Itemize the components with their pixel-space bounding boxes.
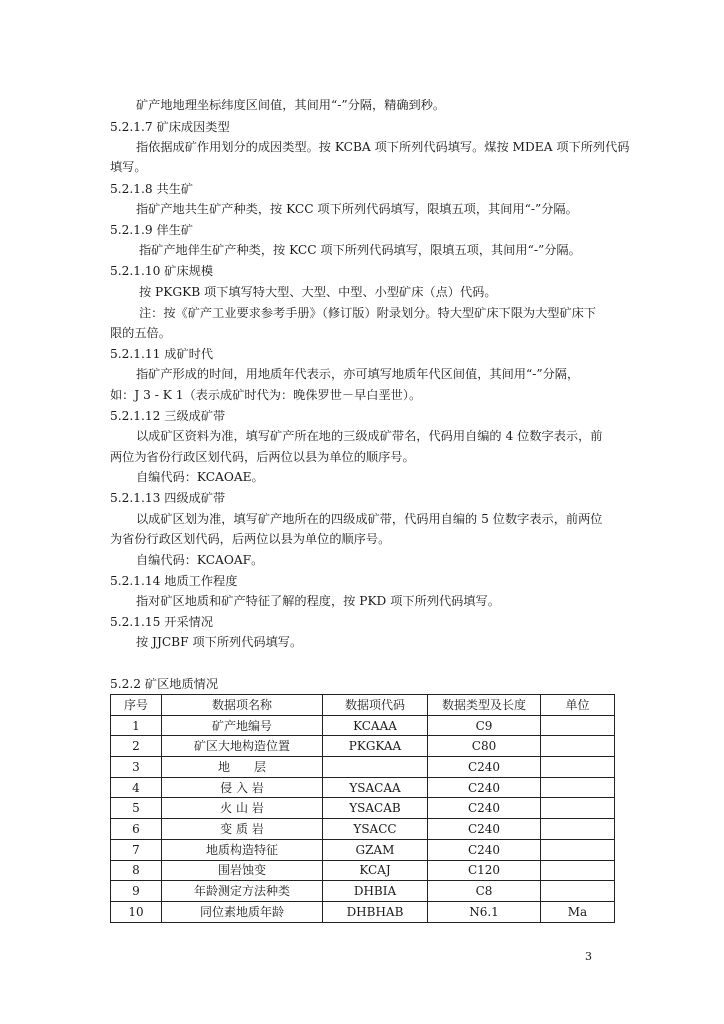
table-row [111, 715, 615, 736]
table-row [111, 736, 615, 757]
table-header-row [111, 695, 615, 716]
table-row [111, 860, 615, 881]
table-cell: 5 [111, 798, 162, 819]
paragraph-line: 如：J 3 - K 1（表示成矿时代为：晚侏罗世－早白垩世）。 [110, 388, 422, 402]
table-cell: PKGKAA [323, 736, 428, 757]
table-cell: N6.1 [428, 901, 541, 922]
code-line: 自编代码：KCAOAF。 [136, 553, 264, 567]
header-cell: 数据类型及长度 [428, 695, 541, 716]
table-cell [541, 860, 615, 881]
table-cell: C240 [428, 798, 541, 819]
table-cell: 7 [111, 839, 162, 860]
paragraph-line: 指对矿区地质和矿产特征了解的程度，按 PKD 项下所列代码填写。 [136, 594, 500, 608]
section-heading: 5.2.1.8 共生矿 [110, 182, 194, 196]
paragraph-line: 指矿产形成的时间，用地质年代表示，亦可填写地质年代区间值，其间用“-”分隔， [136, 367, 580, 381]
table-cell: 侵 入 岩 [162, 777, 323, 798]
table-row [111, 819, 615, 840]
table-cell: 同位素地质年龄 [162, 901, 323, 922]
table-cell: 3 [111, 757, 162, 778]
table-cell: 火 山 岩 [162, 798, 323, 819]
paragraph-line: 两位为省份行政区划代码，后两位以县为单位的顺序号。 [110, 450, 415, 464]
table-cell: YSACAB [323, 798, 428, 819]
table-row [111, 798, 615, 819]
table-row [111, 757, 615, 778]
header-cell: 单位 [541, 695, 615, 716]
table-cell: 变 质 岩 [162, 819, 323, 840]
table-cell: C240 [428, 777, 541, 798]
table-cell: 地质构造特征 [162, 839, 323, 860]
table-cell: KCAJ [323, 860, 428, 881]
table-cell: 矿区大地构造位置 [162, 736, 323, 757]
table-cell [541, 839, 615, 860]
table-row [111, 777, 615, 798]
geology-data-table [110, 694, 615, 923]
table-cell: C9 [428, 715, 541, 736]
table-cell [323, 757, 428, 778]
paragraph-line: 指依据成矿作用划分的成因类型。按 KCBA 项下所列代码填写。煤按 MDEA 项下所列代码 [136, 140, 630, 154]
table-cell [541, 757, 615, 778]
table-row [111, 881, 615, 902]
table-cell: 8 [111, 860, 162, 881]
table-cell: YSACC [323, 819, 428, 840]
paragraph-line: 指矿产地伴生矿产种类，按 KCC 项下所列代码填写，限填五项，其间用“-”分隔。 [139, 243, 581, 257]
table-cell: 4 [111, 777, 162, 798]
table-cell: 矿产地编号 [162, 715, 323, 736]
table-cell: 9 [111, 881, 162, 902]
section-heading: 5.2.1.7 矿床成因类型 [110, 120, 230, 134]
paragraph-line: 指矿产地共生矿产种类，按 KCC 项下所列代码填写，限填五项，其间用“-”分隔。 [136, 202, 578, 216]
table-cell [541, 715, 615, 736]
table-cell: DHBIA [323, 881, 428, 902]
table-caption: 5.2.2 矿区地质情况 [110, 677, 219, 691]
header-cell: 数据项代码 [323, 695, 428, 716]
header-cell: 数据项名称 [162, 695, 323, 716]
table-row [111, 839, 615, 860]
table-cell [541, 736, 615, 757]
section-heading: 5.2.1.13 四级成矿带 [110, 491, 226, 505]
table-cell: C80 [428, 736, 541, 757]
section-heading: 5.2.1.11 成矿时代 [110, 347, 214, 361]
table-row [111, 901, 615, 922]
paragraph-line: 矿产地地理坐标纬度区间值，其间用“-”分隔，精确到秒。 [136, 98, 446, 112]
page-number: 3 [585, 950, 592, 963]
paragraph-line: 以成矿区划为准，填写矿产地所在的四级成矿带，代码用自编的 5 位数字表示，前两位 [136, 512, 603, 526]
table-cell [541, 777, 615, 798]
table-cell [541, 798, 615, 819]
code-line: 自编代码：KCAOAE。 [136, 470, 264, 484]
paragraph-line: 按 JJCBF 项下所列代码填写。 [136, 635, 303, 649]
table-cell: DHBHAB [323, 901, 428, 922]
table-cell: C8 [428, 881, 541, 902]
table-cell: C240 [428, 839, 541, 860]
table-cell: C240 [428, 757, 541, 778]
table-cell: Ma [541, 901, 615, 922]
table-cell [541, 819, 615, 840]
table-cell: 地 层 [162, 757, 323, 778]
section-heading: 5.2.1.9 伴生矿 [110, 223, 194, 237]
table-cell: 10 [111, 901, 162, 922]
table-cell: C120 [428, 860, 541, 881]
section-heading: 5.2.1.12 三级成矿带 [110, 409, 226, 423]
note-line: 注：按《矿产工业要求参考手册》（修订版）附录划分。特大型矿床下限为大型矿床下 [139, 306, 597, 320]
table-cell: KCAAA [323, 715, 428, 736]
paragraph-line: 按 PKGKB 项下填写特大型、大型、中型、小型矿床（点）代码。 [139, 285, 497, 299]
table-cell: 2 [111, 736, 162, 757]
note-line: 限的五倍。 [110, 326, 171, 340]
table-cell: C240 [428, 819, 541, 840]
table-cell: 围岩蚀变 [162, 860, 323, 881]
header-cell: 序号 [111, 695, 162, 716]
table-cell: 1 [111, 715, 162, 736]
paragraph-line: 填写。 [110, 160, 147, 174]
paragraph-line: 为省份行政区划代码，后两位以县为单位的顺序号。 [110, 532, 391, 546]
section-heading: 5.2.1.14 地质工作程度 [110, 574, 238, 588]
table-cell: YSACAA [323, 777, 428, 798]
table-cell [541, 881, 615, 902]
section-heading: 5.2.1.15 开采情况 [110, 615, 214, 629]
table-cell: GZAM [323, 839, 428, 860]
section-heading: 5.2.1.10 矿床规模 [110, 264, 214, 278]
paragraph-line: 以成矿区资料为准，填写矿产所在地的三级成矿带名，代码用自编的 4 位数字表示，前 [136, 429, 603, 443]
table-cell: 年龄测定方法种类 [162, 881, 323, 902]
table-cell: 6 [111, 819, 162, 840]
